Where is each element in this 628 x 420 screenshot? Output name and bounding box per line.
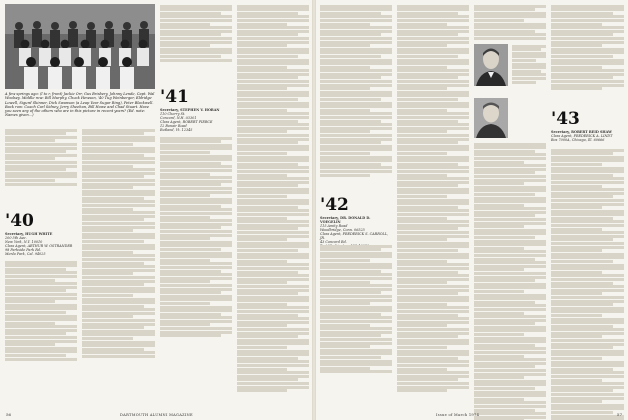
class-41-agent-line-2: Rutland, Vt. 12345: [160, 128, 193, 132]
class-42-address-line-1: 115 Amity Road: [320, 224, 348, 228]
right-page-column-1-body: [320, 4, 392, 177]
class-year-43: '43: [551, 109, 580, 129]
class-year-40: '40: [5, 211, 34, 231]
class-year-41: '41: [160, 87, 189, 107]
class-41-agent-label: Class Agent, ROBERT PIERCE: [160, 120, 213, 124]
class-40-agent-line-2: Menlo Park, Cal. 94025: [5, 252, 46, 256]
right-page-footer: Issue of March 1974: [436, 413, 480, 417]
class-40-address-line-2: New York, N.Y. 10010: [5, 240, 43, 244]
left-page: [0, 0, 312, 420]
right-page-column-3-body-top: [474, 4, 546, 41]
photo-caption: A few springs ago: (l to r, front) Jackie Orr, Gus Brisbery, Johnny Lende, Capt. Wal Woolsey. Middle row: Bill Murphy, Chuck Hewson, '40 Tug Weinberger, Eldridge Lowell, Sigurd Skinner, Dick Swanson (a Leap Year Sugar Ring), Peter Blackwell. Back row: Coach Carl Sidney, Jerry Sheehan, Bill Howe and Chad Stuart. Have you seen any of the others who are in this picture in recent years? (Ed. note: Names given...): [5, 92, 155, 118]
left-page-column-3-body: [160, 136, 232, 338]
class-43-secretary: [551, 130, 624, 142]
class-41-secretary: [160, 108, 232, 132]
class-42-agent-label: Class Agent, FREDERICK S. CARROLL, JR.: [320, 232, 389, 240]
right-page-column-3-body-side: [512, 44, 546, 84]
left-page-column-1-body-2: [5, 260, 77, 361]
right-page-column-2-body: [397, 4, 469, 393]
class-42-agent-line-1: 43 Concord Rd.: [320, 240, 347, 244]
left-page-footer: DARTMOUTH ALUMNI MAGAZINE: [120, 413, 193, 417]
left-page-column-1-body: [5, 128, 77, 186]
portrait-photo-1: [474, 44, 508, 86]
right-page-column-4-body-top: [551, 4, 624, 91]
class-40-agent-label: Class Agent, ARTHUR W. OSTRANDER: [5, 244, 73, 248]
class-42-secretary-label: Secretary, DR. DONALD D. VOEGELIN: [320, 216, 371, 224]
portrait-photo-2: [474, 98, 508, 138]
team-photo: [5, 4, 155, 89]
right-page-number: 57: [616, 412, 622, 417]
class-40-secretary-label: Secretary, HUGH WHITE: [5, 232, 53, 236]
class-43-secretary-label: Secretary, ROBERT REID SHAW: [551, 130, 612, 134]
class-41-address-line-2: Concord, N.H. 03301: [160, 116, 197, 120]
class-40-agent-line-1: 98 Parkside Park Rd.: [5, 248, 42, 252]
right-page: [316, 0, 628, 420]
left-page-column-2-body: [82, 128, 155, 359]
class-43-agent-line-1: Box 7000A, Chicago, Ill. 60666: [551, 138, 605, 142]
class-year-42: '42: [320, 195, 349, 215]
right-page-column-1-body-2: [320, 244, 392, 374]
class-41-secretary-label: Secretary, STEPHEN V. HORAN: [160, 108, 220, 112]
class-43-agent-label: Class Agent, FREDERICK A. LINDT: [551, 134, 613, 138]
class-40-secretary: [5, 232, 77, 256]
left-page-column-3-body-top: [160, 4, 232, 62]
class-41-agent-line-1: 12 Bonair Road: [160, 124, 187, 128]
class-42-address-line-2: Woodbridge, Conn. 06525: [320, 228, 365, 232]
class-40-address-line-1: 200 5th Ave.: [5, 236, 27, 240]
class-41-address-line-1: 110 Cherry St.: [160, 112, 186, 116]
left-page-number: 56: [6, 412, 12, 417]
right-page-column-4-body: [551, 148, 624, 420]
left-page-column-4-body: [237, 4, 309, 393]
right-page-column-3-body: [474, 142, 546, 420]
